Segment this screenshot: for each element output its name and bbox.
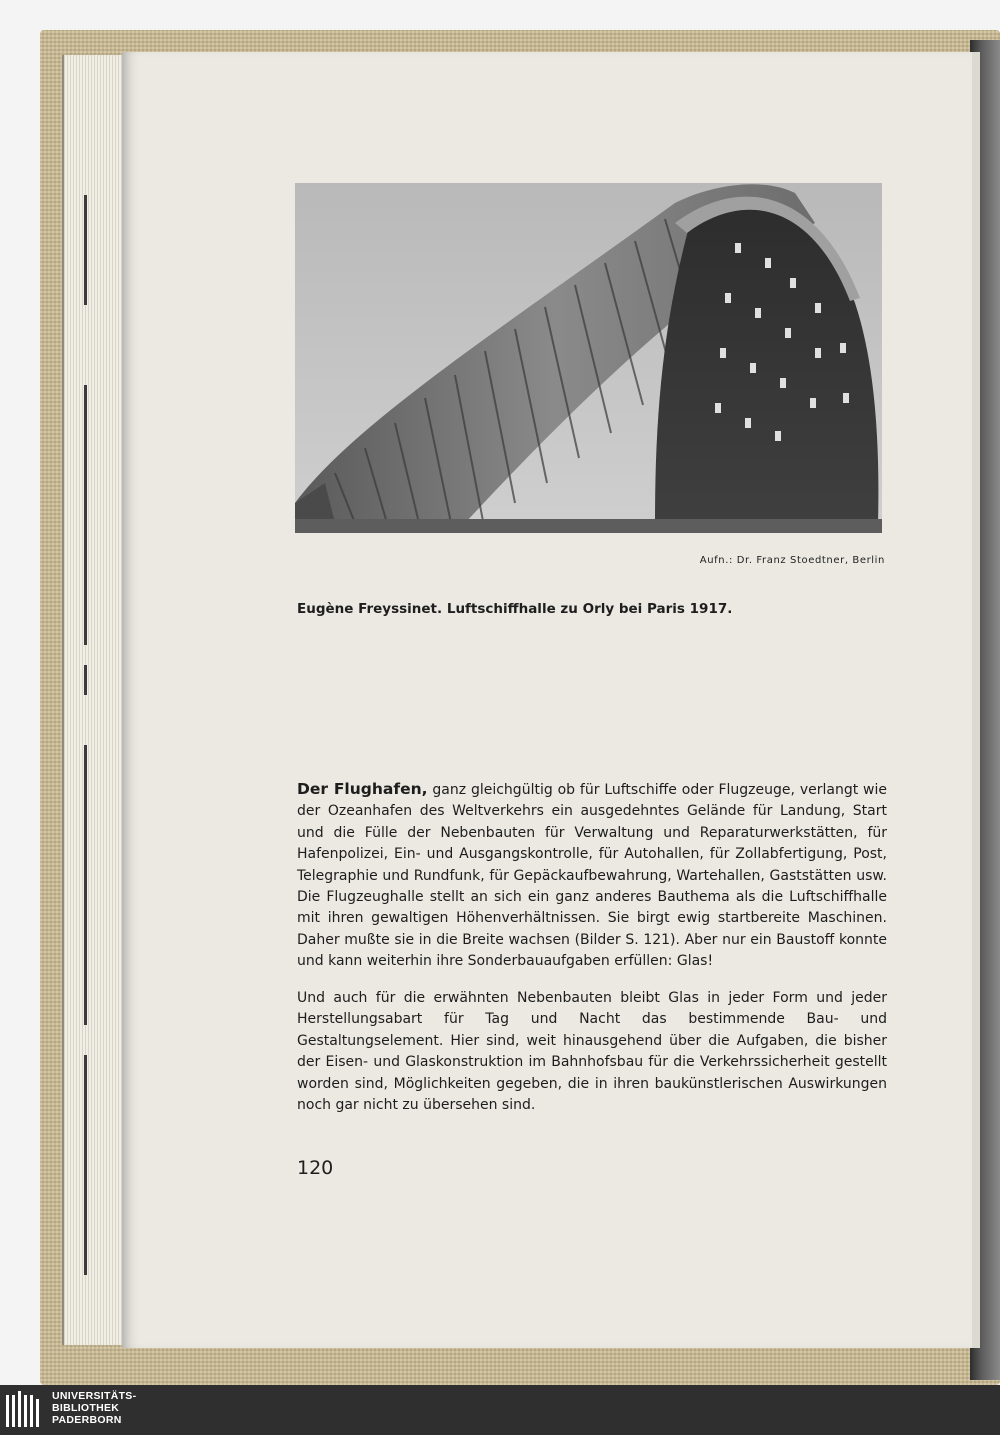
- right-page-edge: [972, 52, 980, 1348]
- library-name: [52, 1390, 136, 1426]
- figure-caption: Eugène Freyssinet. Luftschiffhalle zu Orly bei Paris 1917.: [297, 601, 733, 617]
- stack-mark: [84, 1055, 87, 1275]
- library-logo-icon: [6, 1391, 46, 1427]
- stack-mark: [84, 195, 87, 305]
- page-number: 120: [297, 1157, 334, 1179]
- hangar-illustration: [295, 183, 882, 533]
- hangar-photo: [295, 183, 882, 533]
- stack-mark: [84, 745, 87, 1025]
- stack-mark: [84, 385, 87, 645]
- stack-mark: [84, 665, 87, 695]
- library-name-line: PADERBORN: [52, 1414, 122, 1426]
- paragraph-lead: Der Flughafen,: [297, 780, 428, 798]
- photo-credit: Aufn.: Dr. Franz Stoedtner, Berlin: [699, 555, 885, 566]
- library-name-line: BIBLIOTHEK: [52, 1402, 120, 1414]
- library-footer: [0, 1385, 1000, 1435]
- library-name-line: UNIVERSITÄTS-: [52, 1390, 137, 1402]
- paragraph-1: [297, 779, 887, 973]
- paragraph-1-text: ganz gleichgültig ob für Luftschiffe oder Flugzeuge, verlangt wie der Ozeanhafen des Weltverkehrs ein ausgedehntes Gelände für Landung, Start und die Fülle der Nebenbauten für Verwaltung und Reparaturwerkstätten, für Hafenpolizei, Ein- und Ausgangskontrolle, für Autohallen, für Zollabfertigung, Post, Telegraphie und Rundfunk, für Gepäckaufbewahrung, Wartehallen, Gaststätten usw. Die Flugzeughalle stellt an sich ein ganz anderes Bauthema als die Luftschiffhalle mit ihren gewaltigen Höhenverhältnissen. Sie birgt ewig startbereite Maschinen. Daher mußte sie in die Breite wachsen (Bilder S. 121). Aber nur ein Baustoff konnte und kann weiterhin ihre Sonderbauaufgaben erfüllen: Glas!: [297, 782, 888, 970]
- paragraph-2: Und auch für die erwähnten Nebenbauten bleibt Glas in jeder Form und jeder Herstellungsabart für Tag und Nacht das bestimmende Bau- und Gestaltungselement. Hier sind, weit hinausgehend über die Aufgaben, die bisher der Eisen- und Glaskonstruktion im Bahnhofsbau für die Verkehrssicherheit gestellt worden sind, Möglichkeiten gegeben, die in ihren baukünstlerischen Auswirkungen noch gar nicht zu übersehen sind.: [297, 990, 887, 1114]
